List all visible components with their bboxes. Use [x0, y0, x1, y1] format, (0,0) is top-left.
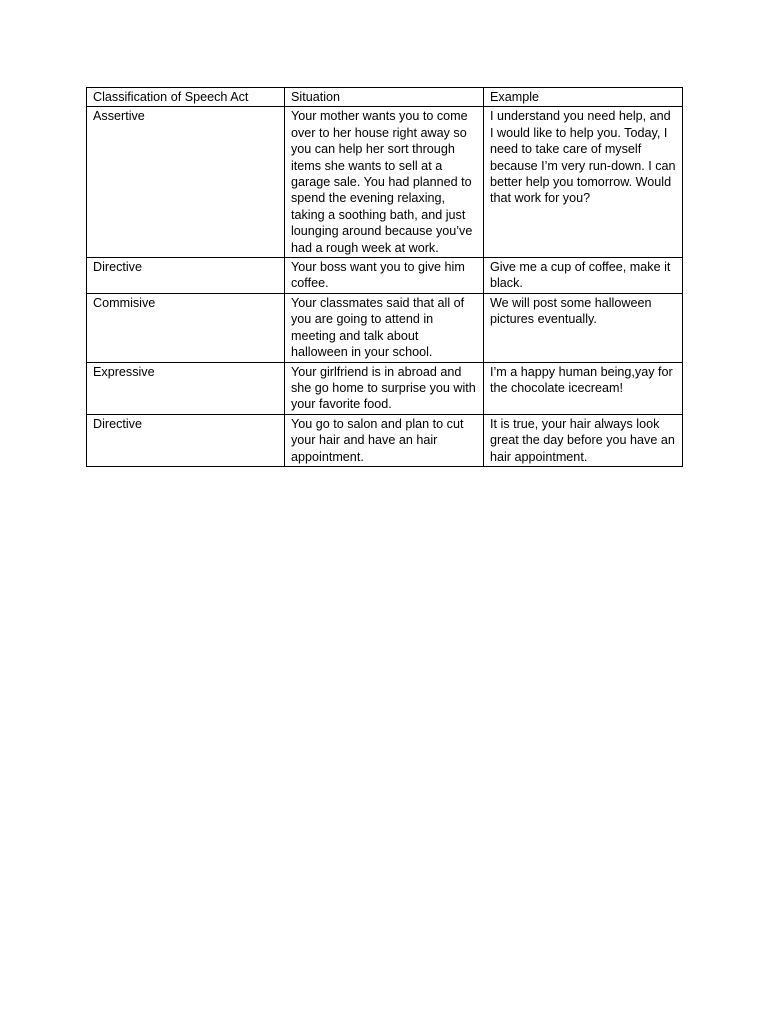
header-classification: Classification of Speech Act — [87, 88, 285, 107]
table-row — [87, 362, 683, 414]
example-cell: Give me a cup of coffee, make it black. — [484, 258, 683, 294]
situation-cell: Your classmates said that all of you are going to attend in meeting and talk about halloween in your school. — [285, 293, 484, 362]
situation-cell: Your boss want you to give him coffee. — [285, 258, 484, 294]
situation-cell: Your mother wants you to come over to her house right away so you can help her sort through items she wants to sell at a garage sale. You had planned to spend the evening relaxing, taking a soothing bath, and just lounging around because you’ve had a rough week at work. — [285, 107, 484, 258]
classification-cell: Expressive — [87, 362, 285, 414]
table-row — [87, 414, 683, 466]
table-row — [87, 107, 683, 258]
example-cell: We will post some halloween pictures eventually. — [484, 293, 683, 362]
speech-act-table — [86, 87, 683, 467]
table-row — [87, 258, 683, 294]
classification-cell: Directive — [87, 258, 285, 294]
classification-cell: Assertive — [87, 107, 285, 258]
header-situation: Situation — [285, 88, 484, 107]
situation-cell: You go to salon and plan to cut your hair and have an hair appointment. — [285, 414, 484, 466]
example-cell: It is true, your hair always look great the day before you have an hair appointment. — [484, 414, 683, 466]
table-row — [87, 293, 683, 362]
header-example: Example — [484, 88, 683, 107]
classification-cell: Commisive — [87, 293, 285, 362]
classification-cell: Directive — [87, 414, 285, 466]
table-header-row — [87, 88, 683, 107]
example-cell: I’m a happy human being,yay for the chocolate icecream! — [484, 362, 683, 414]
example-cell: I understand you need help, and I would like to help you. Today, I need to take care of myself because I’m very run-down. I can better help you tomorrow. Would that work for you? — [484, 107, 683, 258]
situation-cell: Your girlfriend is in abroad and she go home to surprise you with your favorite food. — [285, 362, 484, 414]
